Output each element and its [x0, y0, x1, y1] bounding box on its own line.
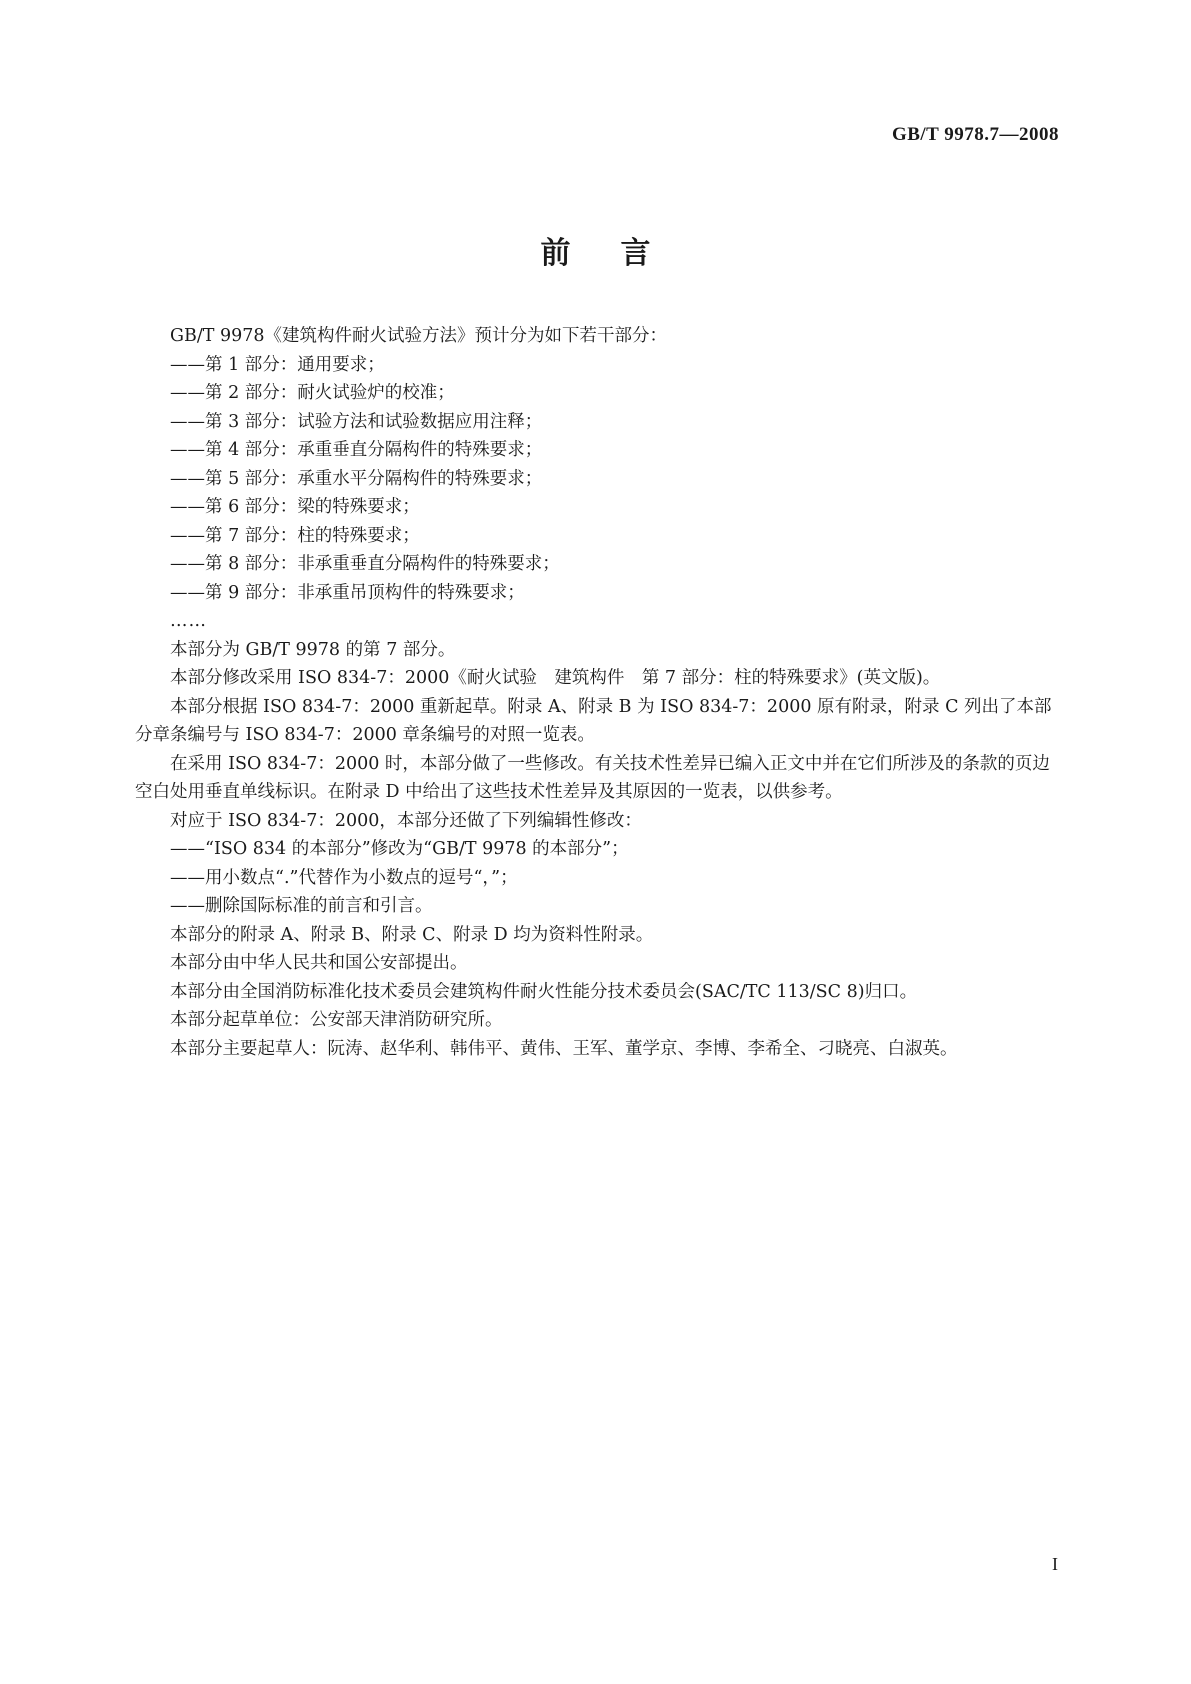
- intro-paragraph: GB/T 9978《建筑构件耐火试验方法》预计分为如下若干部分：: [170, 326, 668, 346]
- body-paragraph: 本部分起草单位：公安部天津消防研究所。: [170, 1010, 503, 1030]
- part-list-item: ——第 4 部分：承重垂直分隔构件的特殊要求；: [170, 440, 543, 460]
- list-ellipsis: ……: [170, 611, 207, 631]
- body-paragraph: 对应于 ISO 834-7：2000，本部分还做了下列编辑性修改：: [170, 810, 642, 831]
- edit-list-item: ——删除国际标准的前言和引言。: [170, 896, 433, 916]
- part-list-item: ——第 5 部分：承重水平分隔构件的特殊要求；: [170, 468, 543, 489]
- part-list-item: ——第 1 部分：通用要求；: [170, 354, 385, 375]
- edit-list-item: ——用小数点“.”代替作为小数点的逗号“，”；: [170, 867, 518, 888]
- body-paragraph: 本部分由中华人民共和国公安部提出。: [170, 953, 468, 973]
- body-paragraph: 本部分为 GB/T 9978 的第 7 部分。: [170, 639, 456, 660]
- part-list-item: ——第 2 部分：耐火试验炉的校准；: [170, 383, 455, 403]
- body-paragraph: 本部分主要起草人：阮涛、赵华利、韩伟平、黄伟、王军、董学京、李博、李希全、刁晓亮、白淑英。: [170, 1038, 958, 1059]
- body-paragraph: 本部分由全国消防标准化技术委员会建筑构件耐火性能分技术委员会(SAC/TC 113/SC 8)归口。: [170, 981, 918, 1002]
- body-paragraph: 本部分修改采用 ISO 834-7：2000《耐火试验 建筑构件 第 7 部分：柱的特殊要求》(英文版)。: [170, 668, 941, 688]
- body-paragraph: 本部分根据 ISO 834-7：2000 重新起草。附录 A、附录 B 为 ISO 834-7：2000 原有附录，附录 C 列出了本部分章条编号与 ISO 834-7：2000 章条编号的对照一览表。: [135, 696, 1052, 745]
- page-title: 前言: [540, 236, 701, 271]
- part-list-item: ——第 3 部分：试验方法和试验数据应用注释；: [170, 411, 543, 432]
- body-paragraph: 本部分的附录 A、附录 B、附录 C、附录 D 均为资料性附录。: [170, 924, 654, 945]
- part-list-item: ——第 7 部分：柱的特殊要求；: [170, 525, 420, 546]
- document-body: [135, 322, 1060, 1063]
- edit-list-item: ——“ISO 834 的本部分”修改为“GB/T 9978 的本部分”；: [170, 839, 629, 859]
- part-list-item: ——第 9 部分：非承重吊顶构件的特殊要求；: [170, 582, 525, 603]
- body-paragraph: 在采用 ISO 834-7：2000 时，本部分做了一些修改。有关技术性差异已编入正文中并在它们所涉及的条款的页边空白处用垂直单线标识。在附录 D 中给出了这些技术性差异及其原因的一览表，以供参考。: [135, 753, 1050, 802]
- part-list-item: ——第 6 部分：梁的特殊要求；: [170, 497, 420, 517]
- page-number: I: [1052, 1554, 1058, 1574]
- part-list-item: ——第 8 部分：非承重垂直分隔构件的特殊要求；: [170, 554, 560, 574]
- standard-code: GB/T 9978.7—2008: [891, 124, 1059, 145]
